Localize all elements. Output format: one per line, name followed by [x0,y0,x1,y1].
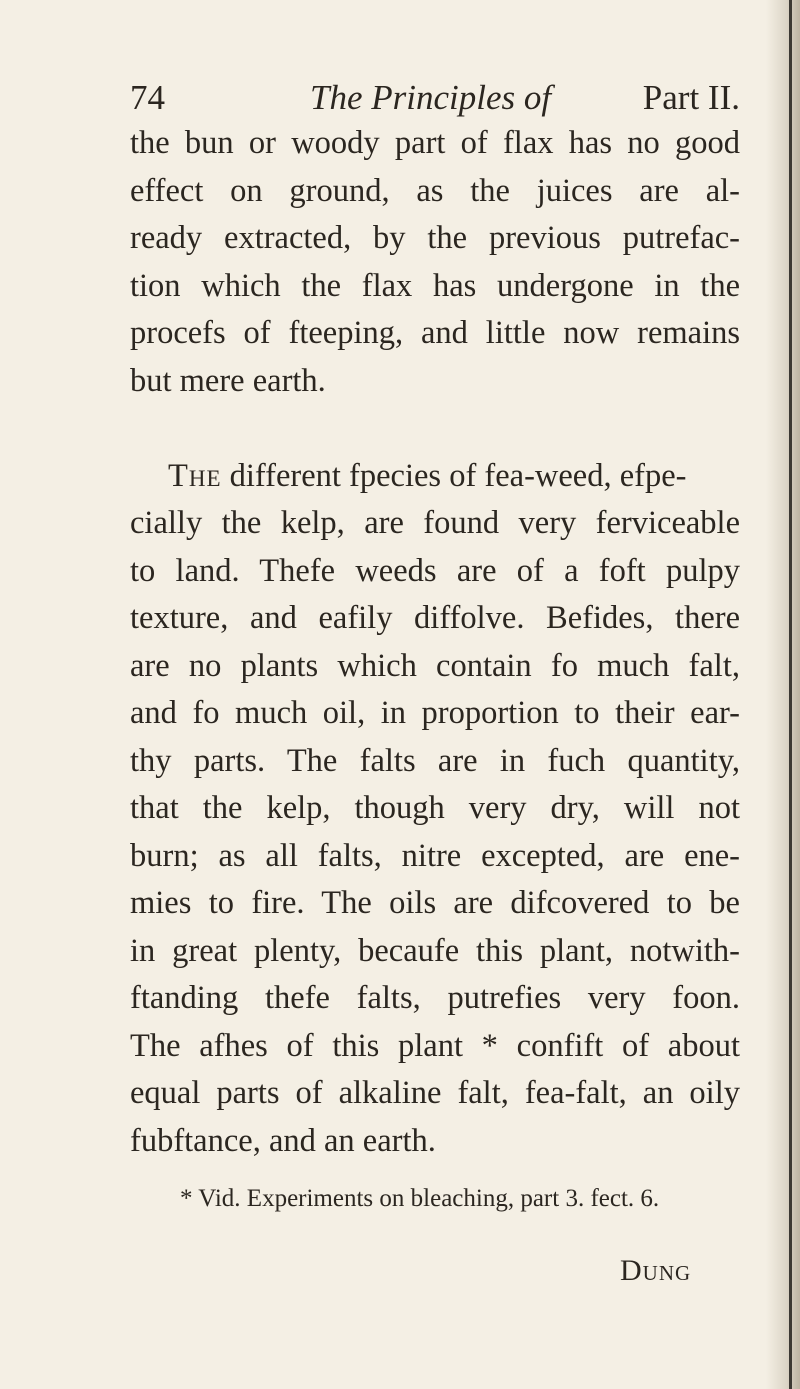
page-edge-line [789,0,792,1389]
text-line: cially the kelp, are found very ferviceable [130,505,740,541]
page-number: 74 [130,78,165,117]
text-line: ready extracted, by the previous putrefac- [130,220,740,256]
text-line: mies to fire. The oils are difcovered to be [130,885,740,921]
text-line-rest: different fpecies of fea-weed, efpe- [221,457,687,494]
text-line: tion which the flax has undergone in the [130,267,740,304]
text-line: burn; as all falts, nitre excepted, are ene- [130,837,740,874]
paragraph-1 [130,120,740,405]
paragraph-2 [130,453,740,1166]
part-label: Part II. [642,78,740,117]
text-line: The afhes of this plant * confift of about [130,1027,740,1064]
page-edge-shadow [766,0,800,1389]
text-line: texture, and eafily diffolve. Befides, there [130,600,740,636]
paragraph-lead-in: The [168,457,222,494]
running-title: The Principles of [310,78,552,117]
text-line: effect on ground, as the juices are al- [130,172,740,209]
text-line [130,453,740,501]
text-line: that the kelp, though very dry, will not [130,790,740,826]
text-line: but mere earth. [130,362,326,399]
text-line: procefs of fteeping, and little now remains [130,315,740,351]
body-text [130,120,740,1165]
paragraph-gap [130,405,740,453]
catchword: Dung [620,1254,692,1287]
text-line: to land. Thefe weeds are of a foft pulpy [130,552,740,589]
text-line: ftanding thefe falts, putrefies very foon. [130,980,740,1016]
text-line: fubftance, and an earth. [130,1122,436,1159]
footnote: * Vid. Experiments on bleaching, part 3. fect. 6. [180,1185,660,1212]
text-line: equal parts of alkaline falt, fea-falt, an oily [130,1075,740,1111]
text-line: the bun or woody part of flax has no good [130,125,740,161]
text-line: and fo much oil, in proportion to their ear- [130,695,740,731]
text-line: are no plants which contain fo much falt, [130,647,740,684]
text-line: in great plenty, becaufe this plant, notwith- [130,932,740,969]
text-line: thy parts. The falts are in fuch quantity, [130,742,740,779]
